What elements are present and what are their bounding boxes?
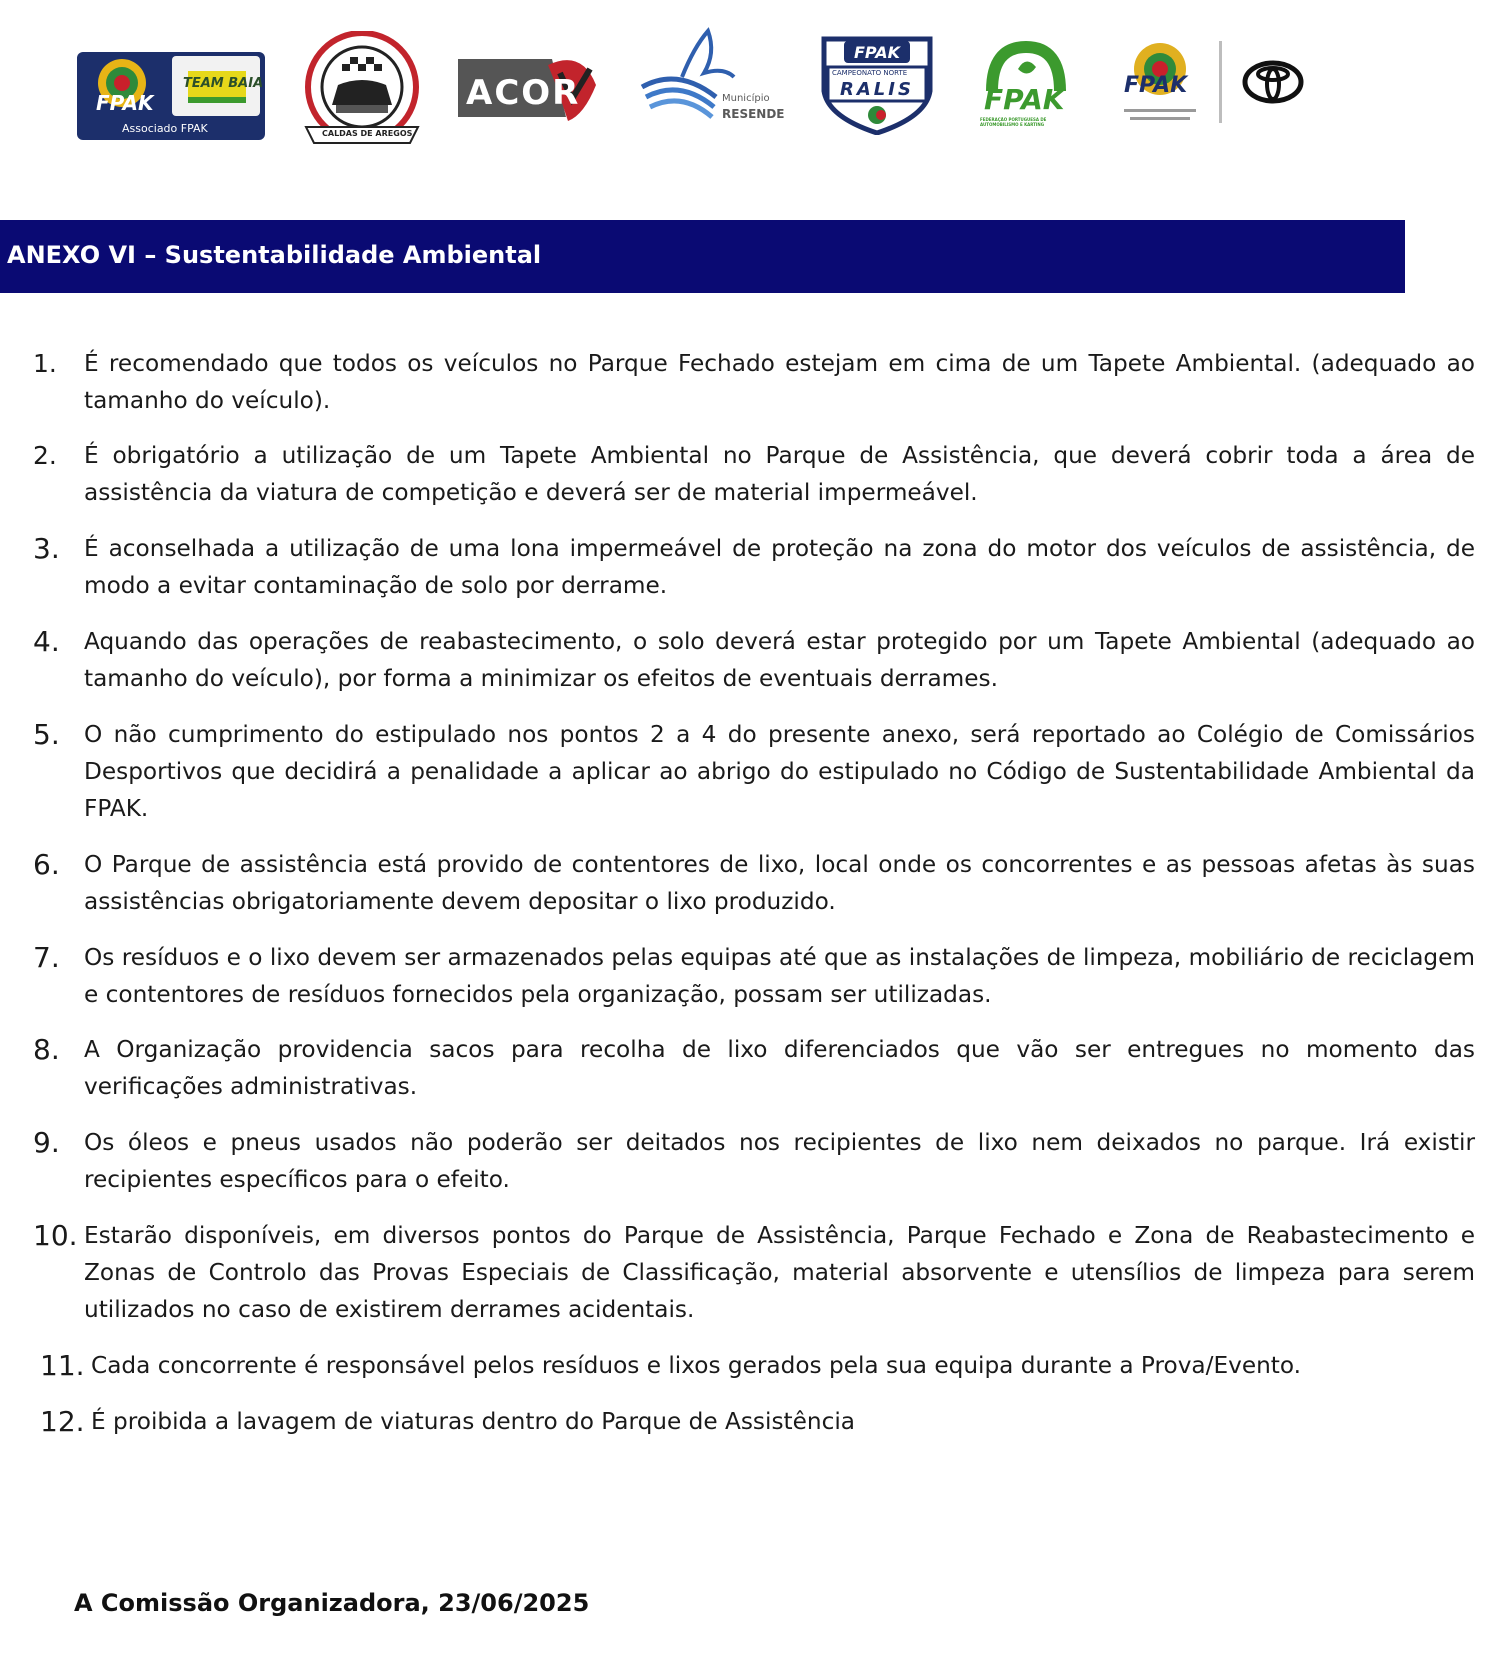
list-item-number: 9. [33, 1126, 60, 1159]
logo-divider [1219, 41, 1222, 123]
sponsor-logos [70, 25, 1330, 160]
list-item-number: 8. [33, 1033, 60, 1066]
list-item-text: Os resíduos e o lixo devem ser armazenados pelas equipas até que as instalações de limpeza, mobiliário de reciclagem e contentores de resíduos fornecidos pela organização, possam ser utilizadas. [84, 944, 1475, 1008]
list-item-number: 12. [40, 1405, 85, 1438]
team-baia-text: TEAM BAIA [183, 76, 264, 91]
list-item-text: O não cumprimento do estipulado nos pontos 2 a 4 do presente anexo, será reportado ao Colégio de Comissários Desportivos que decidirá a penalidade a aplicar ao abrigo do estipulado no Código de Sustentabilidade Ambiental da FPAK. [84, 721, 1475, 822]
list-item-number: 3. [33, 532, 60, 565]
fpak-associado-caption: Associado FPAK [122, 122, 208, 135]
fpak-green-caption: FEDERAÇÃO PORTUGUESA DE AUTOMOBILISMO E KARTING [980, 117, 1047, 127]
fpak-gold-text: FPAK [1124, 73, 1188, 98]
list-item-number: 2. [33, 441, 57, 470]
fpak-ralis-logo [814, 31, 940, 135]
list-item-number: 4. [33, 625, 60, 658]
acor-logo [456, 45, 602, 131]
list-item-text: Aquando das operações de reabastecimento, o solo deverá estar protegido por um Tapete Ambiental (adequado ao tamanho do veículo), por forma a minimizar os efeitos de eventuais derrames. [84, 628, 1475, 692]
list-item-number: 7. [33, 941, 60, 974]
acor-text: ACOR [466, 73, 581, 113]
fpak-green-text: FPAK [984, 83, 1065, 116]
list-item-text: É recomendado que todos os veículos no Parque Fechado estejam em cima de um Tapete Ambiental. (adequado ao tamanho do veículo). [84, 350, 1475, 414]
fpak-ralis-bottom: RALIS [840, 79, 914, 100]
list-item-text: É aconselhada a utilização de uma lona impermeável de proteção na zona do motor dos veículos de assistência, de modo a evitar contaminação de solo por derrame. [84, 535, 1475, 599]
automovel-clube-logo [298, 31, 426, 153]
fpak-associado-main: FPAK [96, 91, 154, 115]
list-item-number: 5. [33, 718, 60, 751]
list-item-text: Os óleos e pneus usados não poderão ser deitados nos recipientes de lixo nem deixados no parque. Irá existir recipientes específicos para o efeito. [84, 1129, 1475, 1193]
list-item-number: 11. [40, 1349, 85, 1382]
automovel-clube-ribbon: CALDAS DE AREGOS [322, 129, 413, 138]
fpak-ralis-top: FPAK [854, 43, 900, 62]
fpak-associado-logo [76, 51, 266, 141]
signature: A Comissão Organizadora, 23/06/2025 [74, 1589, 590, 1617]
list-item-text: A Organização providencia sacos para recolha de lixo diferenciados que vão ser entregues no momento das verificações administrativas. [84, 1036, 1475, 1100]
fpak-ralis-middle: CAMPEONATO NORTE [832, 69, 908, 77]
list-item-text: Estarão disponíveis, em diversos pontos do Parque de Assistência, Parque Fechado e Zona de Reabastecimento e Zonas de Controlo das Provas Especiais de Classificação, material absorvente e utensílios de limpeza para serem utilizados no caso de existirem derrames acidentais. [84, 1222, 1475, 1323]
list-item-text: É proibida a lavagem de viaturas dentro do Parque de Assistência [91, 1408, 855, 1435]
resende-logo [638, 27, 784, 127]
toyota-emblem-icon [1242, 59, 1304, 105]
list-item-number: 1. [33, 349, 57, 378]
annex-header-bar [0, 220, 1405, 293]
list-item-text: É obrigatório a utilização de um Tapete Ambiental no Parque de Assistência, que deverá cobrir toda a área de assistência da viatura de competição e deverá ser de material impermeável. [84, 442, 1475, 506]
list-item-text: Cada concorrente é responsável pelos resíduos e lixos gerados pela sua equipa durante a Prova/Evento. [91, 1352, 1302, 1379]
list-item-text: O Parque de assistência está provido de contentores de lixo, local onde os concorrentes e as pessoas afetas às suas assistências obrigatoriamente devem depositar o lixo produzido. [84, 851, 1475, 915]
resende-line2: RESENDE [722, 107, 785, 121]
list-item-number: 10. [33, 1219, 78, 1252]
annex-title: ANEXO VI – Sustentabilidade Ambiental [7, 241, 542, 269]
list-item-number: 6. [33, 848, 60, 881]
fpak-gold-logo [1120, 39, 1200, 131]
resende-line1: Município [722, 93, 770, 104]
fpak-green-logo [976, 39, 1076, 131]
